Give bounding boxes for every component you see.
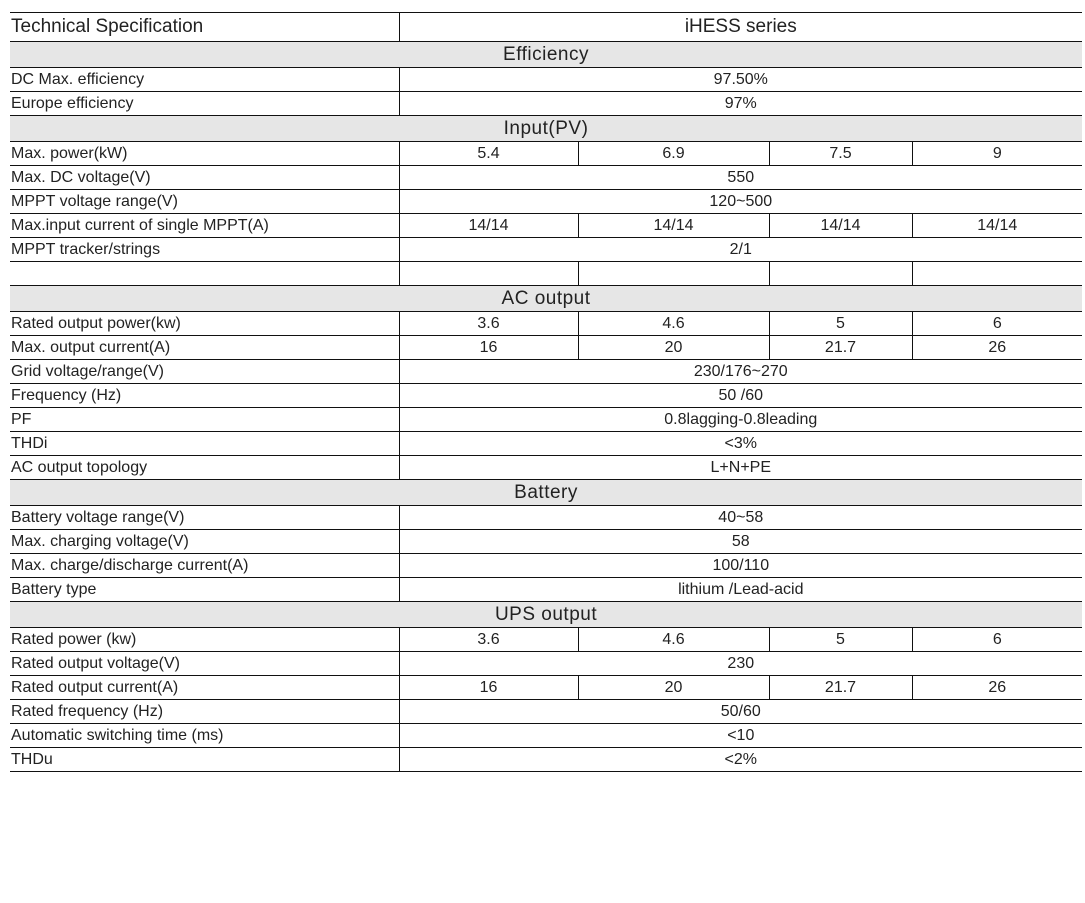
row-value: <10: [399, 724, 1082, 748]
section-header: [10, 286, 1082, 312]
table-row: [10, 166, 1082, 190]
table-row: [10, 238, 1082, 262]
row-value: 230/176~270: [399, 360, 1082, 384]
row-label: Rated output power(kw): [10, 312, 399, 336]
table-row: [10, 676, 1082, 700]
row-value: 16: [399, 336, 578, 360]
row-value: 5: [769, 628, 912, 652]
row-label: Max. output current(A): [10, 336, 399, 360]
row-value: 2/1: [399, 238, 1082, 262]
row-label: Automatic switching time (ms): [10, 724, 399, 748]
row-value: 97.50%: [399, 68, 1082, 92]
table-row: [10, 190, 1082, 214]
row-value: 4.6: [578, 312, 769, 336]
row-value: 0.8lagging-0.8leading: [399, 408, 1082, 432]
row-value: 6.9: [578, 142, 769, 166]
table-row: [10, 360, 1082, 384]
table-row: [10, 214, 1082, 238]
section-title: Input(PV): [10, 116, 1082, 142]
row-label: Rated output current(A): [10, 676, 399, 700]
row-value: 14/14: [578, 214, 769, 238]
row-value: 97%: [399, 92, 1082, 116]
row-value: 26: [912, 676, 1082, 700]
table-header-row: [10, 13, 1082, 42]
table-row: [10, 262, 1082, 286]
row-label: MPPT voltage range(V): [10, 190, 399, 214]
table-row: [10, 506, 1082, 530]
table-row: [10, 724, 1082, 748]
header-series: iHESS series: [399, 13, 1082, 42]
row-value: 4.6: [578, 628, 769, 652]
row-value: 21.7: [769, 676, 912, 700]
table-row: [10, 336, 1082, 360]
table-row: [10, 384, 1082, 408]
row-label: Max. DC voltage(V): [10, 166, 399, 190]
row-value: 9: [912, 142, 1082, 166]
table-row: [10, 92, 1082, 116]
row-label: Grid voltage/range(V): [10, 360, 399, 384]
row-value: L+N+PE: [399, 456, 1082, 480]
row-value: 3.6: [399, 628, 578, 652]
row-value: [769, 262, 912, 286]
row-label: THDi: [10, 432, 399, 456]
table-row: [10, 142, 1082, 166]
section-header: [10, 480, 1082, 506]
row-label: Rated output voltage(V): [10, 652, 399, 676]
row-value: 26: [912, 336, 1082, 360]
row-value: 6: [912, 628, 1082, 652]
row-value: 50 /60: [399, 384, 1082, 408]
row-value: 6: [912, 312, 1082, 336]
row-value: 14/14: [399, 214, 578, 238]
row-value: 14/14: [912, 214, 1082, 238]
section-header: [10, 116, 1082, 142]
row-label: [10, 262, 399, 286]
row-value: lithium /Lead-acid: [399, 578, 1082, 602]
row-value: 20: [578, 336, 769, 360]
row-value: 7.5: [769, 142, 912, 166]
table-row: [10, 408, 1082, 432]
row-value: 14/14: [769, 214, 912, 238]
section-header: [10, 42, 1082, 68]
row-value: 5: [769, 312, 912, 336]
row-value: 21.7: [769, 336, 912, 360]
row-value: 550: [399, 166, 1082, 190]
row-value: 100/110: [399, 554, 1082, 578]
section-title: UPS output: [10, 602, 1082, 628]
row-value: [399, 262, 578, 286]
row-label: Max. power(kW): [10, 142, 399, 166]
row-label: Max. charge/discharge current(A): [10, 554, 399, 578]
row-label: THDu: [10, 748, 399, 772]
header-label: Technical Specification: [10, 13, 399, 42]
row-label: Battery voltage range(V): [10, 506, 399, 530]
table-row: [10, 700, 1082, 724]
table-row: [10, 578, 1082, 602]
row-label: Frequency (Hz): [10, 384, 399, 408]
row-label: MPPT tracker/strings: [10, 238, 399, 262]
row-value: 16: [399, 676, 578, 700]
row-value: 20: [578, 676, 769, 700]
row-value: <3%: [399, 432, 1082, 456]
row-label: PF: [10, 408, 399, 432]
table-row: [10, 432, 1082, 456]
spec-table: [10, 12, 1082, 772]
row-value: 5.4: [399, 142, 578, 166]
row-label: Max. charging voltage(V): [10, 530, 399, 554]
table-row: [10, 530, 1082, 554]
row-value: 40~58: [399, 506, 1082, 530]
table-row: [10, 554, 1082, 578]
table-row: [10, 748, 1082, 772]
row-value: 230: [399, 652, 1082, 676]
section-title: AC output: [10, 286, 1082, 312]
row-value: 50/60: [399, 700, 1082, 724]
section-title: Efficiency: [10, 42, 1082, 68]
table-row: [10, 456, 1082, 480]
section-title: Battery: [10, 480, 1082, 506]
row-label: Battery type: [10, 578, 399, 602]
row-label: Europe efficiency: [10, 92, 399, 116]
row-label: AC output topology: [10, 456, 399, 480]
row-value: [912, 262, 1082, 286]
table-row: [10, 652, 1082, 676]
row-value: 3.6: [399, 312, 578, 336]
row-value: 58: [399, 530, 1082, 554]
section-header: [10, 602, 1082, 628]
table-row: [10, 312, 1082, 336]
row-label: Rated power (kw): [10, 628, 399, 652]
table-row: [10, 68, 1082, 92]
row-value: 120~500: [399, 190, 1082, 214]
row-label: DC Max. efficiency: [10, 68, 399, 92]
table-row: [10, 628, 1082, 652]
row-value: [578, 262, 769, 286]
row-value: <2%: [399, 748, 1082, 772]
row-label: Rated frequency (Hz): [10, 700, 399, 724]
row-label: Max.input current of single MPPT(A): [10, 214, 399, 238]
